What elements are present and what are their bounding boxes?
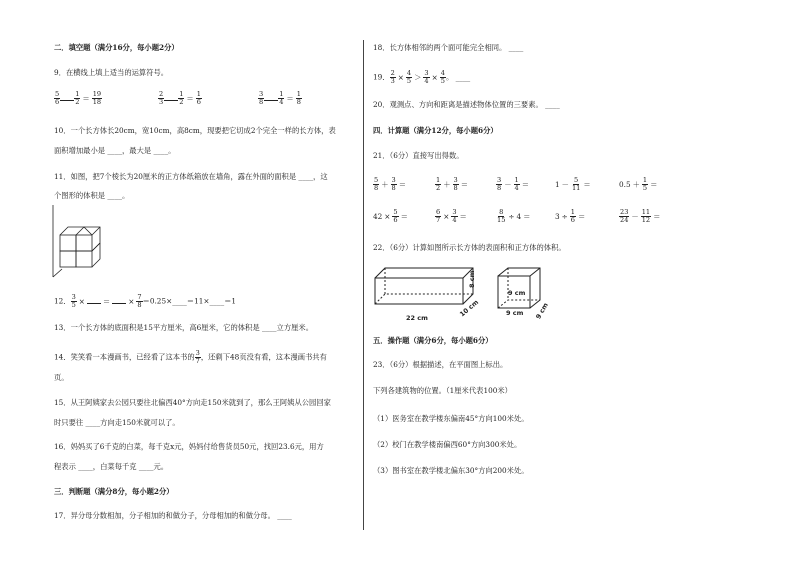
cube-label-side: 9 cm [534, 301, 550, 321]
question-13: 13．一个长方体的底面积是15平方厘米，高6厘米，它的体积是 ____立方厘米。 [54, 323, 314, 332]
question-9: 9．在横线上填上适当的运算符号。 [54, 68, 169, 77]
question-16-line-2: 程表示 ____，白菜每千克 ____元。 [54, 462, 169, 471]
section-2-title: 二．填空题（满分16分，每小题2分） [54, 43, 179, 52]
section-4-title: 四．计算题（满分12分，每小题6分） [373, 126, 498, 135]
question-15-line-2: 时只要往 ____方向走150米就可以了。 [54, 418, 180, 427]
calc-item: 1 － $\frac{5}{11}$ ＝ [555, 176, 591, 192]
cube-label-bottom: 9 cm [506, 309, 524, 317]
calc-item: 0.5 ＋ $\frac{1}{5}$ ＝ [619, 176, 658, 192]
question-23-item-1: （1）医务室在教学楼东偏南45°方向100米处。 [373, 414, 529, 423]
calc-item: $\frac{8}{15}$ ÷ 4 ＝ [497, 208, 531, 224]
cuboid-height-label: 8 cm [468, 270, 476, 288]
question-22: 22．（6分）计算如图所示长方体的表面积和正方体的体积。 [373, 243, 566, 252]
question-11-line-2: 个图形的体积是 ____。 [54, 191, 130, 200]
question-19: 19． $\frac{2}{3}$ × $\frac{4}{5}$ ＞ $\frac{3}{4}$ × $\frac{4}{5}$ 。 ____ [373, 69, 471, 85]
calc-item: $\frac{23}{24}$ － $\frac{11}{12}$ ＝ [620, 208, 661, 224]
section-3-title: 三．判断题（满分8分，每小题2分） [54, 487, 174, 496]
cuboid-length-label: 22 cm [406, 314, 428, 322]
q9-item-2: $\frac{2}{3}$ $\frac{1}{2}$ ＝ $\frac{1}{6}$ [159, 90, 201, 106]
question-23-subtitle: 下列各建筑物的位置。（1厘米代表100米） [373, 386, 512, 395]
question-21: 21．（6分）直接写出得数。 [373, 151, 464, 160]
question-10-line-2: 面积增加最小是 ____，最大是 ____。 [54, 146, 176, 155]
question-23-item-3: （3）图书室在教学楼北偏东30°方向200米处。 [373, 466, 529, 475]
calc-item: 42 × $\frac{5}{6}$ ＝ [373, 208, 408, 224]
cube-label-front: 9 cm [508, 289, 526, 297]
calc-item: $\frac{5}{8}$ ＋ $\frac{3}{8}$ ＝ [374, 176, 406, 192]
question-14-line-1: 14．笑笑看一本漫画书，已经看了这本书的 $\frac{3}{7}$ ，还剩下48页没有看，这本漫画书共有 [54, 349, 327, 365]
cuboid-and-cube-figure [370, 262, 555, 326]
question-15-line-1: 15．从王阿姨家去公园只要往北偏西40°方向走150米就到了，那么王阿姨从公园回家 [54, 398, 331, 407]
question-17: 17．异分母分数相加，分子相加的和做分子，分母相加的和做分母。 ____ [54, 511, 292, 520]
question-20: 20．观测点、方向和距离是描述物体位置的三要素。 ____ [373, 100, 560, 109]
q9-item-3: $\frac{3}{8}$ $\frac{1}{4}$ ＝ $\frac{1}{8}$ [259, 90, 301, 106]
calc-item: $\frac{1}{2}$ ＋ $\frac{3}{8}$ ＝ [436, 176, 468, 192]
q9-item-1: $\frac{5}{6}$ $\frac{1}{2}$ ＝ $\frac{19}{18}$ [55, 90, 102, 106]
section-5-title: 五．操作题（满分6分，每小题6分） [373, 336, 493, 345]
cuboid-width-label: 10 cm [458, 298, 481, 319]
question-12: 12． $\frac{3}{5}$ × ＝ × $\frac{7}{8}$ ＝0.25×____＝11×____＝1 [54, 293, 237, 309]
column-divider [363, 40, 364, 530]
question-14-line-2: 页。 [54, 373, 69, 382]
calc-item: 3 ÷ $\frac{1}{6}$ ＝ [555, 208, 586, 224]
question-11-line-1: 11．如图，把7个棱长为20厘米的正方体纸箱放在墙角，露在外面的面积是 ____，这 [54, 172, 328, 181]
calc-item: $\frac{3}{8}$ － $\frac{1}{4}$ ＝ [497, 176, 529, 192]
question-18: 18．长方体相邻的两个面可能完全相同。 ____ [373, 43, 524, 52]
cubes-in-corner-figure [50, 205, 110, 280]
question-23-item-2: （2）校门在教学楼南偏西60°方向300米处。 [373, 440, 522, 449]
question-23: 23．（6分）根据描述，在平面图上标出。 [373, 360, 508, 369]
question-16-line-1: 16．妈妈买了6千克的白菜，每千克x元，妈妈付给售货员50元，找回23.6元，用方 [54, 442, 324, 451]
question-10-line-1: 10．一个长方体长20cm，宽10cm，高8cm，现要把它切成2个完全一样的长方体，表 [54, 126, 336, 135]
calc-item: $\frac{6}{7}$ × $\frac{3}{4}$ ＝ [436, 208, 467, 224]
